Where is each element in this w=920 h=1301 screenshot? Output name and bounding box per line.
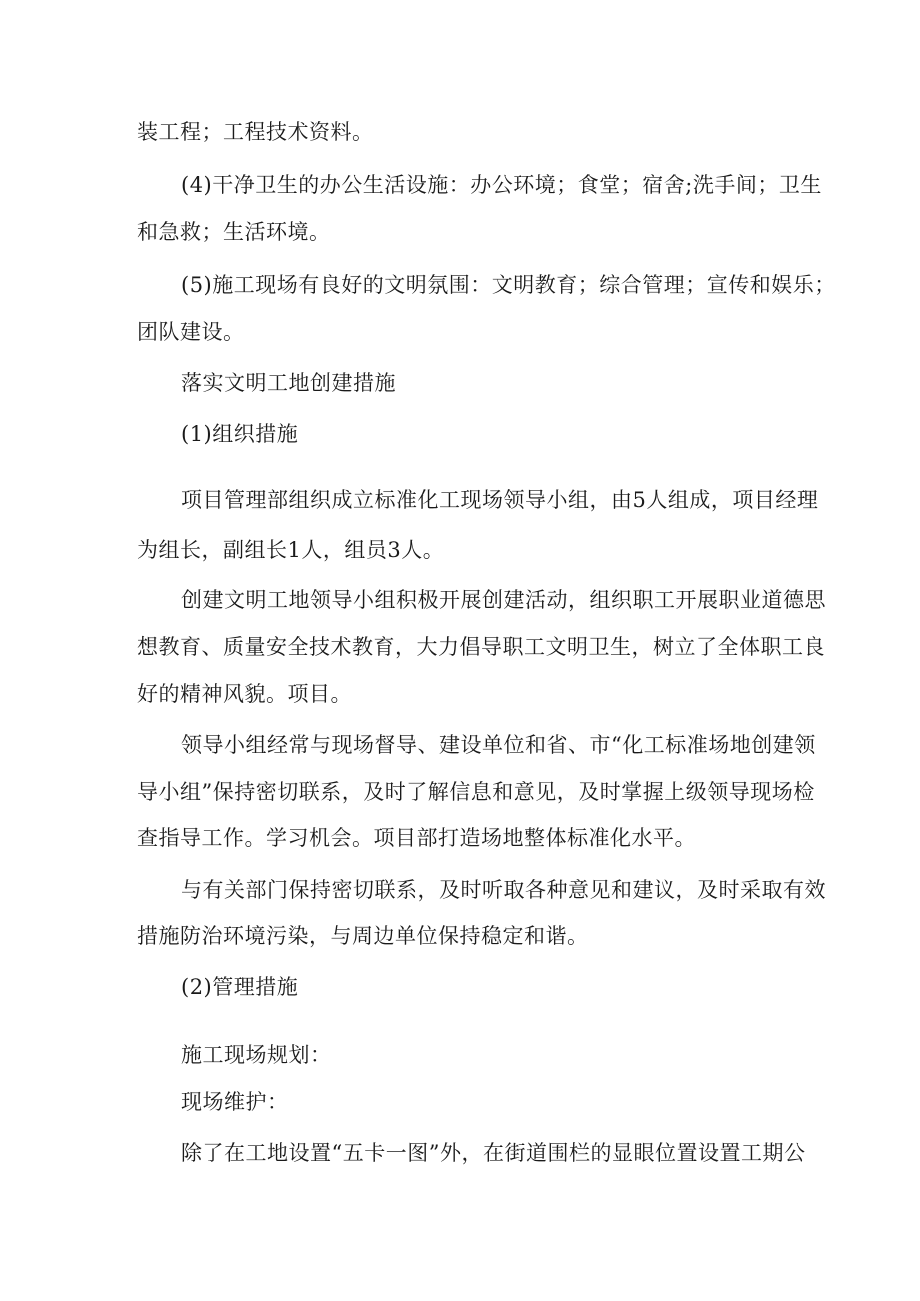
text-line: 项目管理部组织成立标准化工现场领导小组，由5人组成，项目经理 [181, 488, 819, 512]
text-line: 与有关部门保持密切联系，及时听取各种意见和建议，及时采取有效 [181, 878, 826, 902]
text-line: 除了在工地设置“五卡一图”外，在街道围栏的显眼位置设置工期公 [181, 1141, 806, 1165]
text-line: 落实文明工地创建措施 [181, 371, 396, 395]
text-line: 装工程；工程技术资料。 [137, 120, 374, 144]
text-line: (4)干净卫生的办公生活设施：办公环境；食堂；宿舍;洗手间；卫生 [181, 173, 822, 197]
text-line: 领导小组经常与现场督导、建设单位和省、市“化工标准场地创建领 [181, 733, 816, 757]
text-line: (1)组织措施 [181, 422, 299, 446]
text-line: 想教育、质量安全技术教育，大力倡导职工文明卫生，树立了全体职工良 [137, 635, 825, 659]
text-line: 好的精神风貌。项目。 [137, 682, 352, 706]
text-line: 导小组”保持密切联系，及时了解信息和意见，及时掌握上级领导现场检 [137, 780, 815, 804]
text-line: 查指导工作。学习机会。项目部打造场地整体标准化水平。 [137, 826, 696, 850]
text-line: 为组长，副组长1人，组员3人。 [137, 538, 445, 562]
text-line: 施工现场规划： [181, 1043, 332, 1067]
text-line: 和急救；生活环境。 [137, 220, 331, 244]
text-line: 现场维护： [181, 1090, 289, 1114]
text-line: 团队建设。 [137, 320, 245, 344]
text-line: (5)施工现场有良好的文明氛围：文明教育；综合管理；宣传和娱乐； [181, 273, 836, 297]
text-line: (2)管理措施 [181, 975, 299, 999]
text-line: 创建文明工地领导小组积极开展创建活动，组织职工开展职业道德思 [181, 588, 826, 612]
text-line: 措施防治环境污染，与周边单位保持稳定和谐。 [137, 924, 589, 948]
